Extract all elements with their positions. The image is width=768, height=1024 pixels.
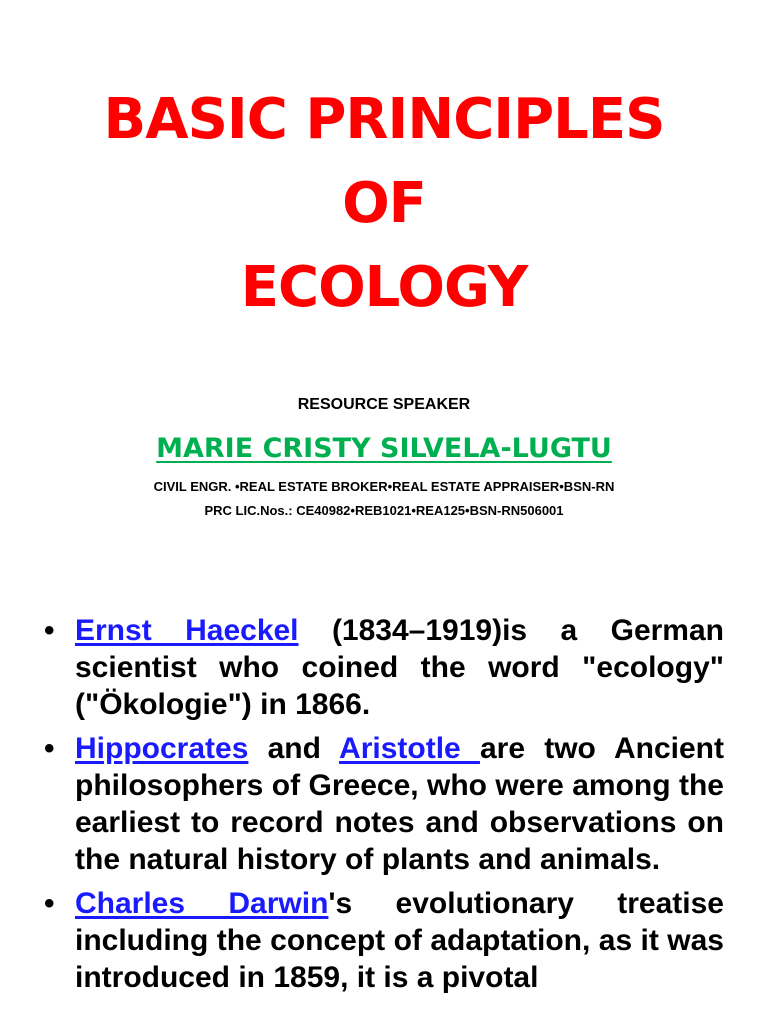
slide-title	[0, 78, 768, 330]
link-charles-darwin[interactable]: Charles Darwin	[75, 887, 329, 920]
bullet-item-darwin	[44, 885, 724, 996]
link-ernst-haeckel[interactable]: Ernst Haeckel	[75, 614, 299, 647]
speaker-name	[0, 431, 768, 467]
bullet-list	[44, 612, 724, 1003]
bullet-item-philosophers	[44, 730, 724, 878]
title-line-2: OF	[342, 171, 426, 236]
speaker-name-text: MARIE CRISTY SILVELA-LUGTU	[156, 433, 612, 464]
link-aristotle[interactable]: Aristotle	[339, 732, 480, 765]
resource-speaker-label: RESOURCE SPEAKER	[297, 396, 471, 413]
title-line-1: BASIC PRINCIPLES	[103, 87, 665, 152]
speaker-credentials: CIVIL ENGR. •REAL ESTATE BROKER•REAL ESTATE APPRAISER•BSN-RN	[153, 479, 615, 494]
bullet-text: and	[248, 732, 340, 765]
speaker-licenses: PRC LIC.Nos.: CE40982•REB1021•REA125•BSN-RN506001	[204, 503, 564, 518]
bullet-text: (1834–1919)is a German scientist who coined the word "ecology" ("Ökologie") in 1866.	[75, 614, 724, 721]
bullet-item-haeckel	[44, 612, 724, 723]
link-hippocrates[interactable]: Hippocrates	[75, 732, 249, 765]
title-line-3: ECOLOGY	[240, 255, 528, 320]
bullet-text: 's evolutionary treatise including the concept of adaptation, as it was introduced in 1859, it is a pivotal	[75, 887, 724, 994]
bullet-dot: •	[44, 614, 55, 647]
bullet-text: are two Ancient philosophers of Greece, who were among the earliest to record notes and observations on the natural history of plants and animals.	[75, 732, 724, 876]
bullet-dot: •	[44, 887, 55, 920]
bullet-dot: •	[44, 732, 55, 765]
